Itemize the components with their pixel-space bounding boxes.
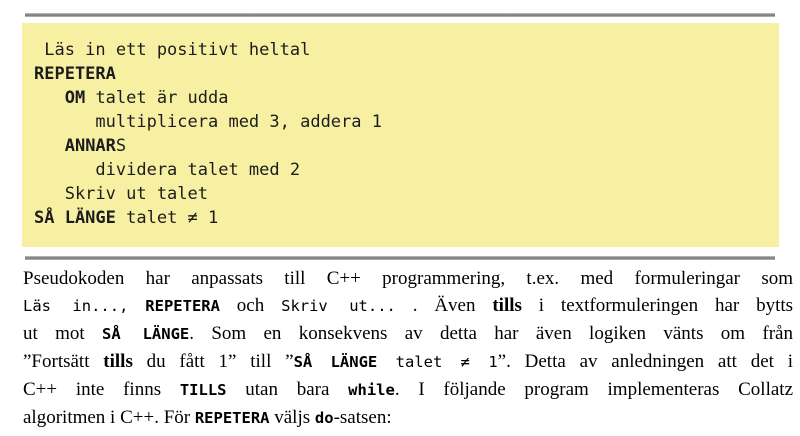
text-segment: talet ≠ 1 xyxy=(377,353,498,371)
text-segment: algoritmen i C++. För xyxy=(23,407,195,428)
text-segment: . Som en konsekvens av detta har även logiken vänts om från xyxy=(189,323,793,344)
text-segment: väljs xyxy=(269,407,315,428)
bottom-horizontal-rule xyxy=(25,256,775,260)
text-segment: while xyxy=(348,381,395,399)
text-segment: SÅ LÄNGE xyxy=(293,353,378,371)
text-segment xyxy=(128,295,145,316)
text-segment: TILLS xyxy=(179,381,227,399)
text-segment xyxy=(34,136,65,156)
code-block xyxy=(22,23,779,247)
text-segment: REPETERA xyxy=(145,297,220,315)
text-segment: multiplicera med 3, addera 1 xyxy=(34,112,382,132)
text-segment: i textformuleringen har bytts xyxy=(521,295,794,316)
text-segment: Skriv ut... xyxy=(281,297,396,315)
text-segment: du fått 1” till ” xyxy=(132,351,294,372)
text-segment xyxy=(34,88,65,108)
para-line xyxy=(23,404,793,432)
text-segment: Skriv ut talet xyxy=(34,184,208,204)
text-segment: ”. Detta av anledningen att det i xyxy=(497,351,793,372)
text-segment: talet ≠ 1 xyxy=(115,208,219,228)
text-segment: REPETERA xyxy=(34,64,116,84)
text-segment: dividera talet med 2 xyxy=(34,160,301,180)
text-segment: . Även xyxy=(395,295,493,316)
code-line xyxy=(34,86,779,110)
text-segment: SÅ LÄNGE xyxy=(102,325,190,343)
text-segment: Pseudokoden har anpassats till C++ programmering, t.ex. med formuleringar som xyxy=(23,268,793,289)
text-segment: C++ inte finns xyxy=(23,379,180,400)
code-line xyxy=(34,182,779,206)
code-line xyxy=(34,158,779,182)
top-horizontal-rule xyxy=(25,13,775,17)
para-line xyxy=(23,265,793,292)
code-line xyxy=(34,110,779,134)
text-segment: Läs in ett positivt heltal xyxy=(34,40,311,60)
para-line xyxy=(23,320,793,348)
text-segment: Läs in..., xyxy=(23,297,129,315)
text-segment: ”Fortsätt xyxy=(23,351,104,372)
text-segment: ut mot xyxy=(23,323,102,344)
text-segment: -satsen: xyxy=(333,407,392,428)
text-segment: . I följande program implementeras Collatz xyxy=(394,379,793,400)
para-line xyxy=(23,348,793,376)
text-segment: S xyxy=(115,136,127,156)
text-segment: do xyxy=(314,409,334,427)
text-segment: REPETERA xyxy=(194,409,270,427)
code-line xyxy=(34,134,779,158)
code-line xyxy=(34,206,779,230)
text-segment: ANNAR xyxy=(64,136,116,156)
para-line xyxy=(23,376,793,404)
text-segment: tills xyxy=(103,351,133,372)
text-segment: SÅ LÄNGE xyxy=(34,208,116,228)
text-segment: och xyxy=(219,295,282,316)
code-line xyxy=(34,62,779,86)
text-segment: utan bara xyxy=(226,379,349,400)
code-line xyxy=(34,38,779,62)
paragraph xyxy=(23,265,793,432)
para-line xyxy=(23,292,793,320)
text-segment: tills xyxy=(492,295,522,316)
text-segment: OM xyxy=(64,88,86,108)
text-segment: talet är udda xyxy=(85,88,229,108)
